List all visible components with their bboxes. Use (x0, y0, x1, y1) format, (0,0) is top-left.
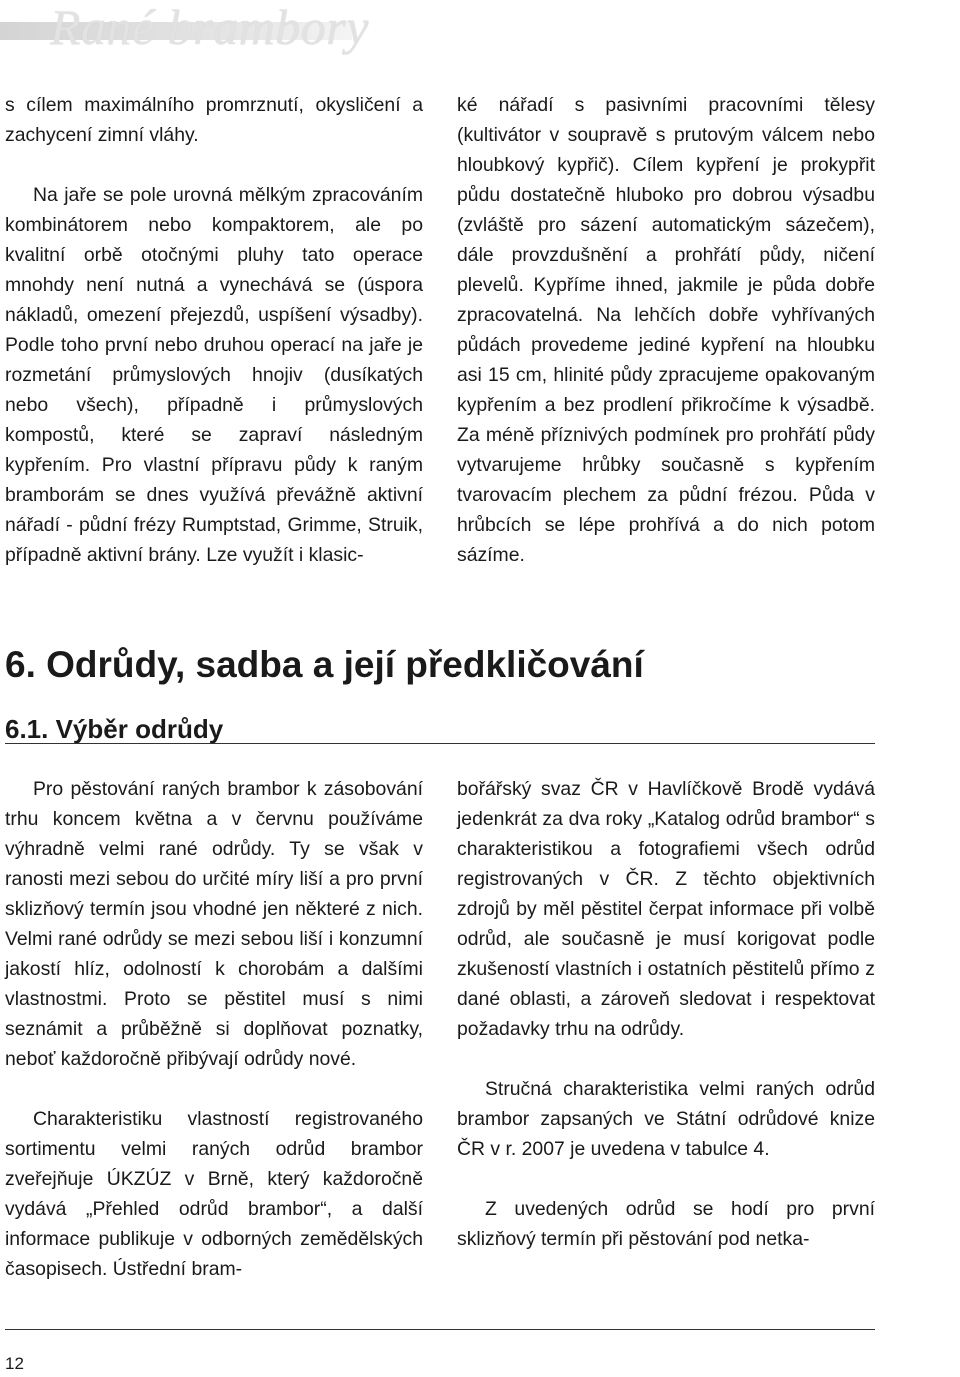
paragraph: Charakteristiku vlastností registrovaného sortimentu velmi raných odrůd brambor zveřejňuje ÚKZÚZ v Brně, který každoročně vydává „Přehled odrůd brambor“, a další informace publikuje v odborných zemědělských časopisech. Ústřední bram- (5, 1108, 423, 1280)
running-header (0, 0, 960, 60)
running-title: Rané brambory (50, 0, 369, 55)
column-top-left (5, 90, 423, 570)
paragraph: s cílem maximálního promrznutí, okysličení a zachycení zimní vláhy. (5, 94, 423, 146)
section-heading: 6. Odrůdy, sadba a její předkličování (5, 644, 644, 685)
heading-rule (5, 743, 875, 744)
column-bottom-left (5, 774, 423, 1284)
paragraph: Na jaře se pole urovná mělkým zpracováním kombinátorem nebo kompaktorem, ale po kvalitní orbě otočnými pluhy tato operace mnohdy není nutná a vynechává se (úspora nákladů, omezení přejezdů, uspíšení výsadby). Podle toho první nebo druhou operací na jaře je rozmetání průmyslových hnojiv (dusíkatých nebo všech), případně i průmyslových kompostů, které se zapraví následným kypřením. Pro vlastní přípravu půdy k raným bramborám se dnes využívá převážně aktivní nářadí - půdní frézy Rumptstad, Grimme, Struik, případně aktivní brány. Lze využít i klasic- (5, 184, 423, 566)
page-number: 12 (5, 1354, 24, 1373)
paragraph: Pro pěstování raných brambor k zásobování trhu koncem května a v červnu používáme výhradně velmi rané odrůdy. Ty se však v ranosti mezi sebou do určité míry liší a pro první sklizňový termín jsou vhodné jen některé z nich. Velmi rané odrůdy se mezi sebou liší i konzumní jakostí hlíz, odolností k chorobám a dalšími vlastnostmi. Proto se pěstitel musí s nimi seznámit a průběžně si doplňovat poznatky, neboť každoročně přibývají odrůdy nové. (5, 778, 423, 1070)
footer-rule (5, 1329, 875, 1330)
paragraph: ké nářadí s pasivními pracovními tělesy (kultivátor v soupravě s prutovým válcem nebo hloubkový kypřič). Cílem kypření je prokypřit půdu dostatečně hluboko pro dobrou výsadbu (zvláště pro sázení automatickým sázečem), dále provzdušnění a prohřátí půdy, ničení plevelů. Kypříme ihned, jakmile je půda dobře zpracovatelná. Na lehčích dobře vyhřívaných půdách provedeme jediné kypření na hloubku asi 15 cm, hlinité půdy zpracujeme opakovaným kypřením a bez prodlení přikročíme k výsadbě. Za méně příznivých podmínek pro prohřátí půdy vytvarujeme hrůbky současně s kypřením tvarovacím plechem za půdní frézou. Půda v hrůbcích se lépe prohřívá a do nich potom sázíme. (457, 94, 875, 566)
paragraph: Z uvedených odrůd se hodí pro první sklizňový termín při pěstování pod netka- (457, 1198, 875, 1250)
paragraph: Stručná charakteristika velmi raných odrůd brambor zapsaných ve Státní odrůdové knize ČR v r. 2007 je uvedena v tabulce 4. (457, 1078, 875, 1160)
column-top-right (457, 90, 875, 570)
paragraph: bořářský svaz ČR v Havlíčkově Brodě vydává jedenkrát za dva roky „Katalog odrůd brambor“ s charakteristikou a fotografiemi všech odrůd registrovaných v ČR. Z těchto objektivních zdrojů by měl pěstitel čerpat informace při volbě odrůd, ale současně je musí korigovat podle zkušeností vlastních i ostatních pěstitelů přímo z dané oblasti, a zároveň sledovat i respektovat požadavky trhu na odrůdy. (457, 778, 875, 1040)
column-bottom-right (457, 774, 875, 1254)
subsection-heading: 6.1. Výběr odrůdy (5, 714, 224, 744)
